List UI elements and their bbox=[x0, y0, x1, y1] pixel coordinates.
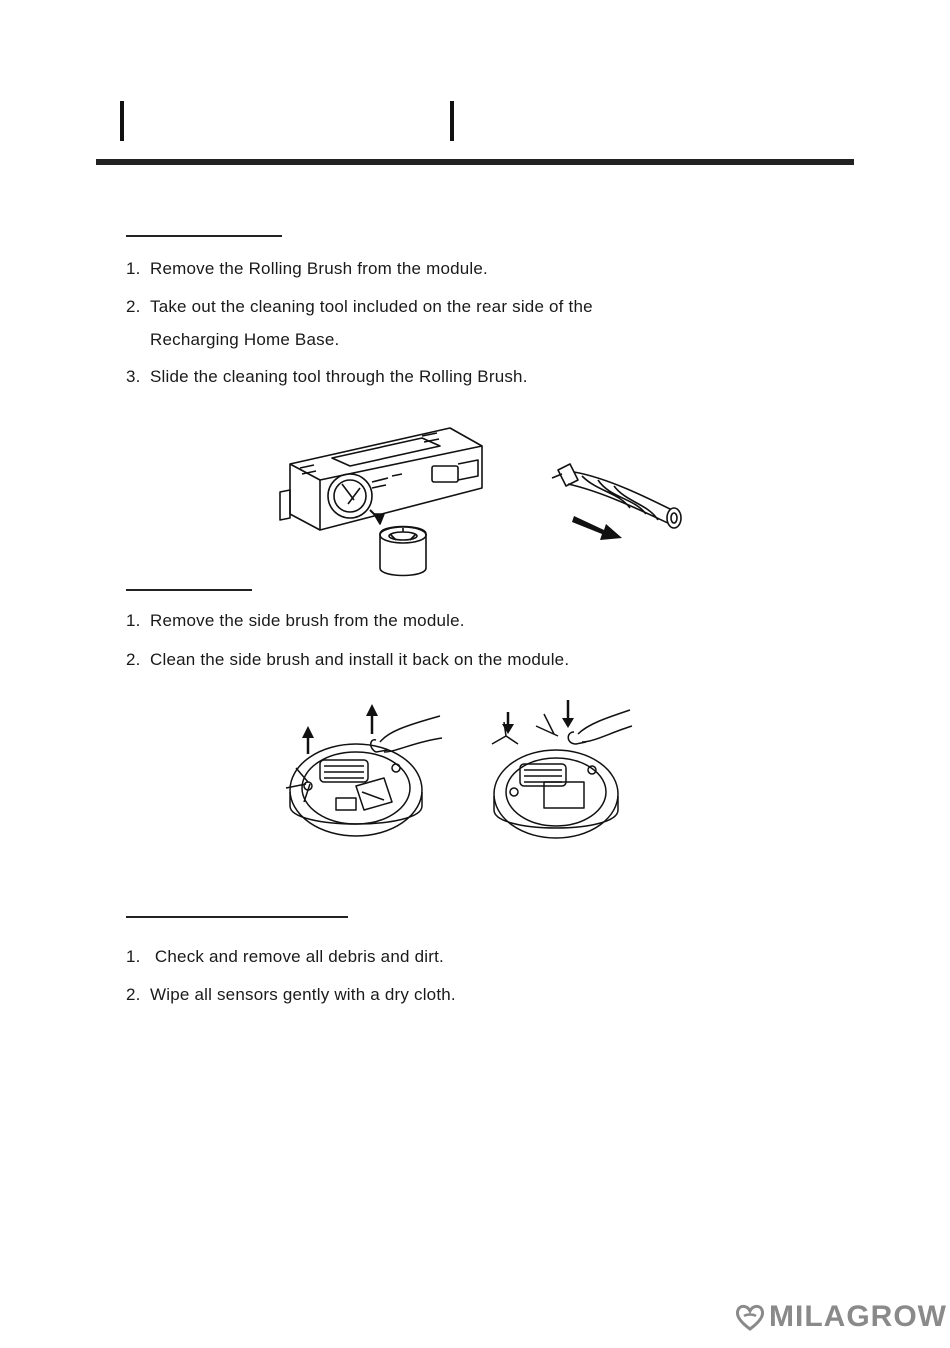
step-number: 3. bbox=[126, 367, 141, 386]
step-number: 2. bbox=[126, 650, 141, 669]
step-item bbox=[126, 611, 465, 631]
step-text: Wipe all sensors gently with a dry cloth. bbox=[150, 985, 456, 1004]
step-text: Clean the side brush and install it back on the module. bbox=[150, 650, 570, 669]
step-text: Remove the side brush from the module. bbox=[150, 611, 465, 630]
step-item bbox=[126, 650, 569, 670]
step-item bbox=[126, 947, 444, 967]
header-divider-right bbox=[450, 101, 454, 141]
brand-name: MILAGROW bbox=[769, 1300, 947, 1333]
milagrow-heart-icon bbox=[735, 1302, 765, 1332]
rolling-brush-illustration bbox=[548, 458, 688, 543]
step-number: 2. bbox=[126, 985, 141, 1004]
side-brush-removal-illustration bbox=[284, 696, 449, 846]
step-number: 2. bbox=[126, 297, 141, 316]
step-text: Check and remove all debris and dirt. bbox=[150, 947, 444, 966]
step-number: 1. bbox=[126, 259, 141, 278]
section-heading-underline bbox=[126, 235, 282, 237]
step-text-continued: Recharging Home Base. bbox=[150, 330, 340, 349]
header-rule bbox=[96, 159, 854, 165]
step-number: 1. bbox=[126, 947, 141, 966]
step-item bbox=[126, 297, 593, 317]
brand-logo bbox=[735, 1300, 947, 1334]
home-base-cleaning-tool-illustration bbox=[272, 418, 502, 583]
step-item bbox=[126, 985, 456, 1005]
step-item bbox=[126, 367, 528, 387]
header-divider-left bbox=[120, 101, 124, 141]
step-text: Take out the cleaning tool included on the rear side of the bbox=[150, 297, 593, 316]
step-text: Slide the cleaning tool through the Rolling Brush. bbox=[150, 367, 528, 386]
step-number: 1. bbox=[126, 611, 141, 630]
section-heading-underline bbox=[126, 916, 348, 918]
step-text: Remove the Rolling Brush from the module. bbox=[150, 259, 488, 278]
section-heading-underline bbox=[126, 589, 252, 591]
step-item bbox=[126, 259, 488, 279]
side-brush-install-illustration bbox=[488, 696, 638, 861]
